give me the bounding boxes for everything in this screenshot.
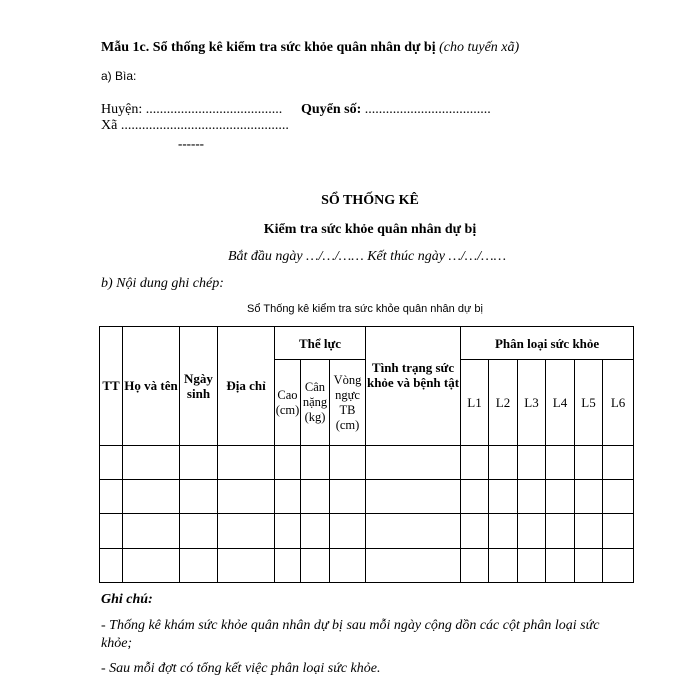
table-cell (546, 445, 575, 479)
table-cell (546, 548, 575, 582)
table-cell (461, 514, 489, 548)
header-level-l4: L4 (546, 360, 575, 446)
table-cell (366, 480, 461, 514)
table-cell (330, 548, 366, 582)
cover-dates: Bắt đầu ngày …/…/…… Kết thúc ngày …/…/…… (227, 249, 507, 264)
table-cell (100, 480, 123, 514)
health-stats-table (99, 326, 634, 583)
header-row-1 (100, 327, 634, 360)
table-cell (218, 548, 275, 582)
table-cell (218, 480, 275, 514)
table-cell (575, 514, 603, 548)
table-cell (489, 445, 518, 479)
note-line-1: - Thống kê khám sức khỏe quân nhân dự bị sau mỗi ngày cộng dồn các cột phân loại sức (101, 618, 600, 633)
table-cell (275, 514, 301, 548)
header-health-status: Tình trạng sức khỏe và bệnh tật (366, 327, 461, 446)
form-title-line (101, 40, 519, 56)
table-cell (518, 514, 546, 548)
header-address: Địa chỉ (218, 327, 275, 446)
table-cell (301, 514, 330, 548)
commune-label: Xã ................................................ (101, 118, 289, 133)
table-cell (275, 480, 301, 514)
table-cell (366, 445, 461, 479)
table-cell (180, 514, 218, 548)
header-level-l2: L2 (489, 360, 518, 446)
separator: ------ (178, 136, 204, 151)
book-number (301, 102, 491, 118)
table-cell (575, 548, 603, 582)
header-level-l6: L6 (603, 360, 634, 446)
header-height: Cao (cm) (275, 360, 301, 446)
table-cell (301, 480, 330, 514)
table-cell (489, 548, 518, 582)
table-cell (123, 480, 180, 514)
header-level-l5: L5 (575, 360, 603, 446)
table-cell (275, 445, 301, 479)
table-cell (275, 548, 301, 582)
table-cell (330, 514, 366, 548)
table-cell (603, 548, 634, 582)
table-cell (575, 480, 603, 514)
table-cell (100, 514, 123, 548)
table-cell (603, 445, 634, 479)
table-cell (180, 445, 218, 479)
table-cell (489, 514, 518, 548)
table-cell (603, 514, 634, 548)
header-physique: Thể lực (275, 327, 366, 360)
table-cell (603, 480, 634, 514)
note-line-2: - Sau mỗi đợt có tổng kết việc phân loại sức khỏe. (101, 661, 381, 676)
table-cell (301, 548, 330, 582)
table-row (100, 548, 634, 582)
form-title: Mẫu 1c. Sổ thống kê kiểm tra sức khỏe quân nhân dự bị (101, 40, 436, 55)
table-cell (100, 548, 123, 582)
cover-label: a) Bìa: (101, 69, 137, 83)
table-cell (461, 445, 489, 479)
header-weight: Cân nặng (kg) (301, 360, 330, 446)
header-dob: Ngày sinh (180, 327, 218, 446)
table-cell (518, 548, 546, 582)
table-cell (218, 445, 275, 479)
table-cell (366, 548, 461, 582)
table-cell (518, 480, 546, 514)
form-subtitle: (cho tuyến xã) (439, 40, 520, 55)
header-level-l1: L1 (461, 360, 489, 446)
table-cell (330, 480, 366, 514)
table-cell (123, 514, 180, 548)
table-cell (123, 548, 180, 582)
book-number-label: Quyển số: (301, 102, 362, 117)
table-cell (575, 445, 603, 479)
table-cell (461, 548, 489, 582)
table-cell (123, 445, 180, 479)
table-cell (546, 480, 575, 514)
table-cell (461, 480, 489, 514)
table-row (100, 445, 634, 479)
table-row (100, 480, 634, 514)
table-cell (301, 445, 330, 479)
cover-subtitle: Kiểm tra sức khỏe quân nhân dự bị (263, 222, 477, 237)
section-label: b) Nội dung ghi chép: (101, 276, 224, 291)
table-cell (330, 445, 366, 479)
table-caption: Sổ Thống kê kiểm tra sức khỏe quân nhân dự bị (247, 303, 483, 315)
header-classification: Phân loại sức khỏe (461, 327, 634, 360)
table-row (100, 514, 634, 548)
table-body (100, 445, 634, 582)
table-cell (366, 514, 461, 548)
book-number-dots: .................................... (364, 102, 491, 117)
note-line-1-continued: khỏe; (101, 636, 133, 651)
table-cell (518, 445, 546, 479)
header-name: Họ và tên (123, 327, 180, 446)
header-tt: TT (100, 327, 123, 446)
cover-title: SỔ THỐNG KÊ (321, 193, 419, 208)
district-label: Huyện: ....................................... (101, 102, 283, 117)
header-chest: Vòng ngực TB (cm) (330, 360, 366, 446)
table-cell (546, 514, 575, 548)
table-cell (100, 445, 123, 479)
table-cell (180, 548, 218, 582)
table-cell (489, 480, 518, 514)
table-cell (180, 480, 218, 514)
table-cell (218, 514, 275, 548)
header-level-l3: L3 (518, 360, 546, 446)
notes-label: Ghi chú: (101, 592, 153, 607)
